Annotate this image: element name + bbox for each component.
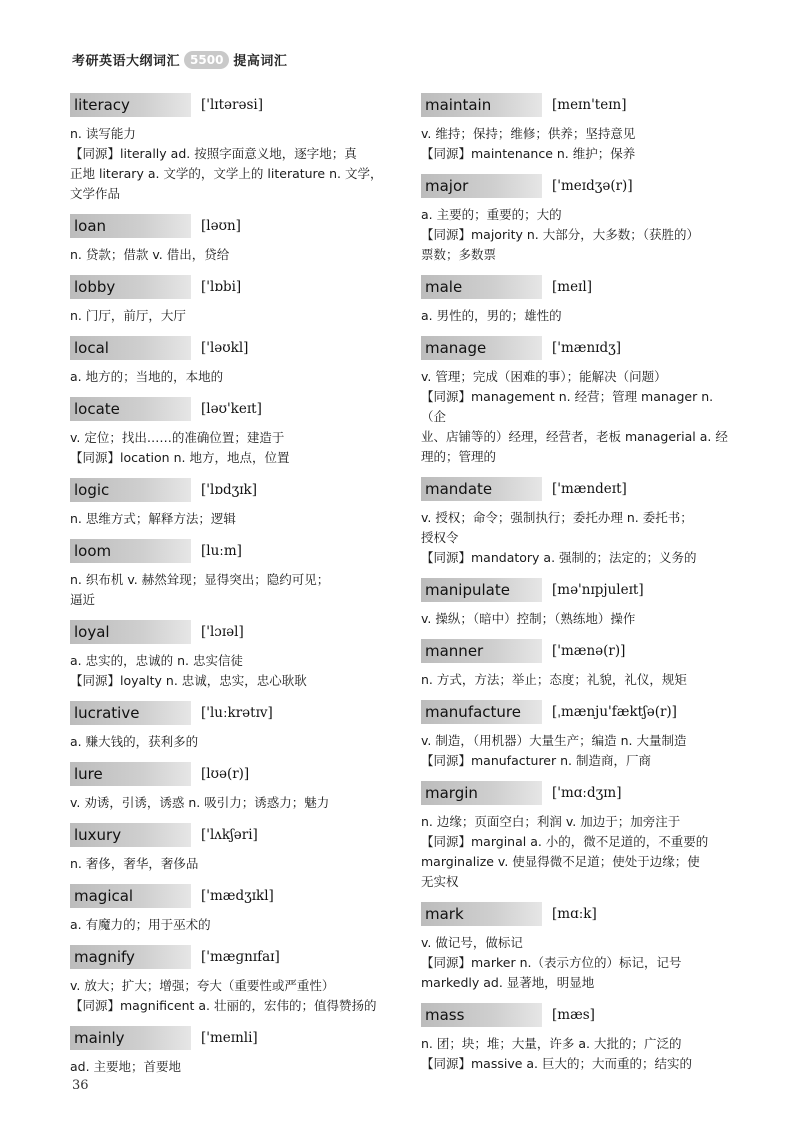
phonetic: [meɪn'teɪn] xyxy=(552,97,627,113)
entry-headrow xyxy=(70,761,400,787)
definition-line: 授权令 xyxy=(421,530,459,545)
phonetic: ['lɒbi] xyxy=(201,279,242,295)
dictionary-entry xyxy=(70,335,400,387)
definition-line: 【同源】magnificent a. 壮丽的，宏伟的；值得赞扬的 xyxy=(70,998,377,1013)
definition-line: 【同源】majority n. 大部分，大多数；（获胜的） xyxy=(421,227,699,242)
definition-line: n. 方式，方法；举止；态度；礼貌，礼仪，规矩 xyxy=(421,672,687,687)
definition-line: a. 主要的；重要的；大的 xyxy=(421,207,562,222)
definition-line: 业、店铺等的）经理，经营者，老板 managerial a. 经 xyxy=(421,429,728,444)
dictionary-entry xyxy=(421,699,737,771)
definition-line: a. 忠实的，忠诚的 n. 忠实信徒 xyxy=(70,653,243,668)
dictionary-entry xyxy=(70,396,400,468)
headword: mandate xyxy=(421,477,542,501)
phonetic: ['mændeɪt] xyxy=(552,481,627,497)
definition-line: n. 读写能力 xyxy=(70,126,136,141)
entry-headrow xyxy=(421,476,737,502)
headword: mark xyxy=(421,902,542,926)
definition-line: a. 男性的，男的；雄性的 xyxy=(421,308,562,323)
definition-line: n. 织布机 v. 赫然耸现；显得突出；隐约可见； xyxy=(70,572,330,587)
headword: lure xyxy=(70,762,191,786)
definition-line: n. 思维方式；解释方法；逻辑 xyxy=(70,511,236,526)
definition-line: 【同源】literally ad. 按照字面意义地，逐字地；真 xyxy=(70,146,357,161)
definition-line: a. 有魔力的；用于巫术的 xyxy=(70,917,211,932)
dictionary-entry xyxy=(421,92,737,164)
headword: local xyxy=(70,336,191,360)
definition-line: v. 做记号，做标记 xyxy=(421,935,523,950)
dictionary-entry xyxy=(421,476,737,568)
definition-line: 【同源】location n. 地方，地点，位置 xyxy=(70,450,290,465)
headword: maintain xyxy=(421,93,542,117)
definition-line: 票数；多数票 xyxy=(421,247,497,262)
definition-line: 理的；管理的 xyxy=(421,449,497,464)
phonetic: ['luːkrətɪv] xyxy=(201,705,273,721)
dictionary-entry xyxy=(70,213,400,265)
phonetic: ['lɔɪəl] xyxy=(201,624,244,640)
phonetic: ['lɪtərəsi] xyxy=(201,97,263,113)
dictionary-entry xyxy=(421,274,737,326)
definition-line: v. 操纵；（暗中）控制；（熟练地）操作 xyxy=(421,611,636,626)
dictionary-entry xyxy=(70,944,400,1016)
dictionary-entry xyxy=(70,700,400,752)
phonetic: [luːm] xyxy=(201,543,242,559)
dictionary-entry xyxy=(70,761,400,813)
definition-line: marginalize v. 使显得微不足道；使处于边缘；使 xyxy=(421,854,700,869)
dictionary-entry xyxy=(70,274,400,326)
definition-line: n. 奢侈，奢华，奢侈品 xyxy=(70,856,199,871)
headword: loan xyxy=(70,214,191,238)
definition-line: 正地 literary a. 文学的，文学上的 literature n. 文学， xyxy=(70,166,383,181)
headword: locate xyxy=(70,397,191,421)
headword: logic xyxy=(70,478,191,502)
headword: manner xyxy=(421,639,542,663)
entry-headrow xyxy=(70,619,400,645)
entry-headrow xyxy=(70,822,400,848)
entry-headrow xyxy=(421,901,737,927)
dictionary-entry xyxy=(421,1002,737,1074)
definition-line: 【同源】loyalty n. 忠诚，忠实，忠心耿耿 xyxy=(70,673,307,688)
headword: major xyxy=(421,174,542,198)
definition-line: 文学作品 xyxy=(70,186,121,201)
left-column xyxy=(70,92,400,1086)
entry-headrow xyxy=(70,538,400,564)
definition-line: 【同源】maintenance n. 维护；保养 xyxy=(421,146,636,161)
entry-headrow xyxy=(70,944,400,970)
phonetic: [lʊə(r)] xyxy=(201,766,250,782)
dictionary-entry xyxy=(70,883,400,935)
entry-headrow xyxy=(70,213,400,239)
entry-headrow xyxy=(70,396,400,422)
phonetic: ['meɪdʒə(r)] xyxy=(552,178,633,194)
definition-line: v. 维持；保持；维修；供养；坚持意见 xyxy=(421,126,636,141)
phonetic: [mə'nɪpjuleɪt] xyxy=(552,582,644,598)
headword: lobby xyxy=(70,275,191,299)
definition-line: markedly ad. 显著地，明显地 xyxy=(421,975,595,990)
headword: luxury xyxy=(70,823,191,847)
dictionary-entry xyxy=(70,538,400,610)
headword: manipulate xyxy=(421,578,542,602)
dictionary-entry xyxy=(421,780,737,892)
phonetic: [ləʊn] xyxy=(201,218,241,234)
header-badge: 5500 xyxy=(184,51,229,69)
phonetic: ['mænə(r)] xyxy=(552,643,626,659)
entry-headrow xyxy=(70,92,400,118)
definition-line: v. 劝诱，引诱，诱惑 n. 吸引力；诱惑力；魅力 xyxy=(70,795,330,810)
dictionary-entry xyxy=(70,92,400,204)
dictionary-entry xyxy=(421,638,737,690)
definition-line: 【同源】marginal a. 小的，微不足道的，不重要的 xyxy=(421,834,709,849)
definition-line: 无实权 xyxy=(421,874,459,889)
entry-headrow xyxy=(421,274,737,300)
phonetic: [meɪl] xyxy=(552,279,592,295)
phonetic: ['meɪnli] xyxy=(201,1030,258,1046)
entry-headrow xyxy=(421,92,737,118)
definition-line: a. 赚大钱的，获利多的 xyxy=(70,734,199,749)
definition-line: 逼近 xyxy=(70,592,96,607)
entry-headrow xyxy=(70,477,400,503)
headword: manufacture xyxy=(421,700,542,724)
phonetic: [mæs] xyxy=(552,1007,595,1023)
headword: magical xyxy=(70,884,191,908)
phonetic: ['mænɪdʒ] xyxy=(552,340,622,356)
dictionary-entry xyxy=(421,335,737,467)
definition-line: v. 放大；扩大；增强；夸大（重要性或严重性） xyxy=(70,978,335,993)
phonetic: ['ləʊkl] xyxy=(201,340,249,356)
definition-line: a. 地方的；当地的，本地的 xyxy=(70,369,224,384)
entry-headrow xyxy=(421,780,737,806)
dictionary-entry xyxy=(70,619,400,691)
dictionary-entry xyxy=(70,822,400,874)
phonetic: [ˌmænju'fæktʃə(r)] xyxy=(552,704,677,720)
definition-line: n. 门厅，前厅，大厅 xyxy=(70,308,186,323)
running-header xyxy=(72,50,287,69)
headword: magnify xyxy=(70,945,191,969)
entry-headrow xyxy=(70,335,400,361)
entry-headrow xyxy=(70,274,400,300)
definition-line: 【同源】massive a. 巨大的；大而重的；结实的 xyxy=(421,1056,693,1071)
entry-headrow xyxy=(421,577,737,603)
header-suffix: 提高词汇 xyxy=(233,54,288,69)
definition-line: 【同源】mandatory a. 强制的；法定的；义务的 xyxy=(421,550,697,565)
headword: margin xyxy=(421,781,542,805)
phonetic: ['mædʒɪkl] xyxy=(201,888,274,904)
definition-line: 【同源】manufacturer n. 制造商，厂商 xyxy=(421,753,651,768)
definition-line: v. 制造，（用机器）大量生产；编造 n. 大量制造 xyxy=(421,733,687,748)
phonetic: ['lʌkʃəri] xyxy=(201,827,258,843)
headword: literacy xyxy=(70,93,191,117)
headword: male xyxy=(421,275,542,299)
right-column xyxy=(421,92,737,1083)
header-prefix: 考研英语大纲词汇 xyxy=(72,54,181,69)
dictionary-entry xyxy=(421,577,737,629)
entry-headrow xyxy=(421,638,737,664)
entry-headrow xyxy=(70,1025,400,1051)
entry-headrow xyxy=(70,700,400,726)
entry-headrow xyxy=(421,699,737,725)
definition-line: v. 授权；命令；强制执行；委托办理 n. 委托书； xyxy=(421,510,693,525)
page-number: 36 xyxy=(72,1078,89,1093)
definition-line: n. 边缘；页面空白；利润 v. 加边于；加旁注于 xyxy=(421,814,681,829)
headword: loyal xyxy=(70,620,191,644)
definition-line: v. 定位；找出……的准确位置；建造于 xyxy=(70,430,285,445)
definition-line: n. 贷款；借款 v. 借出，贷给 xyxy=(70,247,230,262)
headword: mainly xyxy=(70,1026,191,1050)
phonetic: [ləʊ'keɪt] xyxy=(201,401,262,417)
dictionary-entry xyxy=(70,1025,400,1077)
definition-line: 【同源】management n. 经营；管理 manager n.（企 xyxy=(421,389,714,424)
dictionary-entry xyxy=(70,477,400,529)
headword: loom xyxy=(70,539,191,563)
phonetic: ['mɑːdʒɪn] xyxy=(552,785,622,801)
dictionary-entry xyxy=(421,901,737,993)
headword: lucrative xyxy=(70,701,191,725)
phonetic: [mɑːk] xyxy=(552,906,597,922)
dictionary-entry xyxy=(421,173,737,265)
phonetic: ['mæɡnɪfaɪ] xyxy=(201,949,280,965)
entry-headrow xyxy=(70,883,400,909)
definition-line: 【同源】marker n.（表示方位的）标记，记号 xyxy=(421,955,682,970)
phonetic: ['lɒdʒɪk] xyxy=(201,482,257,498)
entry-headrow xyxy=(421,335,737,361)
entry-headrow xyxy=(421,1002,737,1028)
definition-line: ad. 主要地；首要地 xyxy=(70,1059,182,1074)
headword: mass xyxy=(421,1003,542,1027)
definition-line: v. 管理；完成（困难的事）；能解决（问题） xyxy=(421,369,667,384)
headword: manage xyxy=(421,336,542,360)
definition-line: n. 团；块；堆；大量，许多 a. 大批的；广泛的 xyxy=(421,1036,682,1051)
entry-headrow xyxy=(421,173,737,199)
